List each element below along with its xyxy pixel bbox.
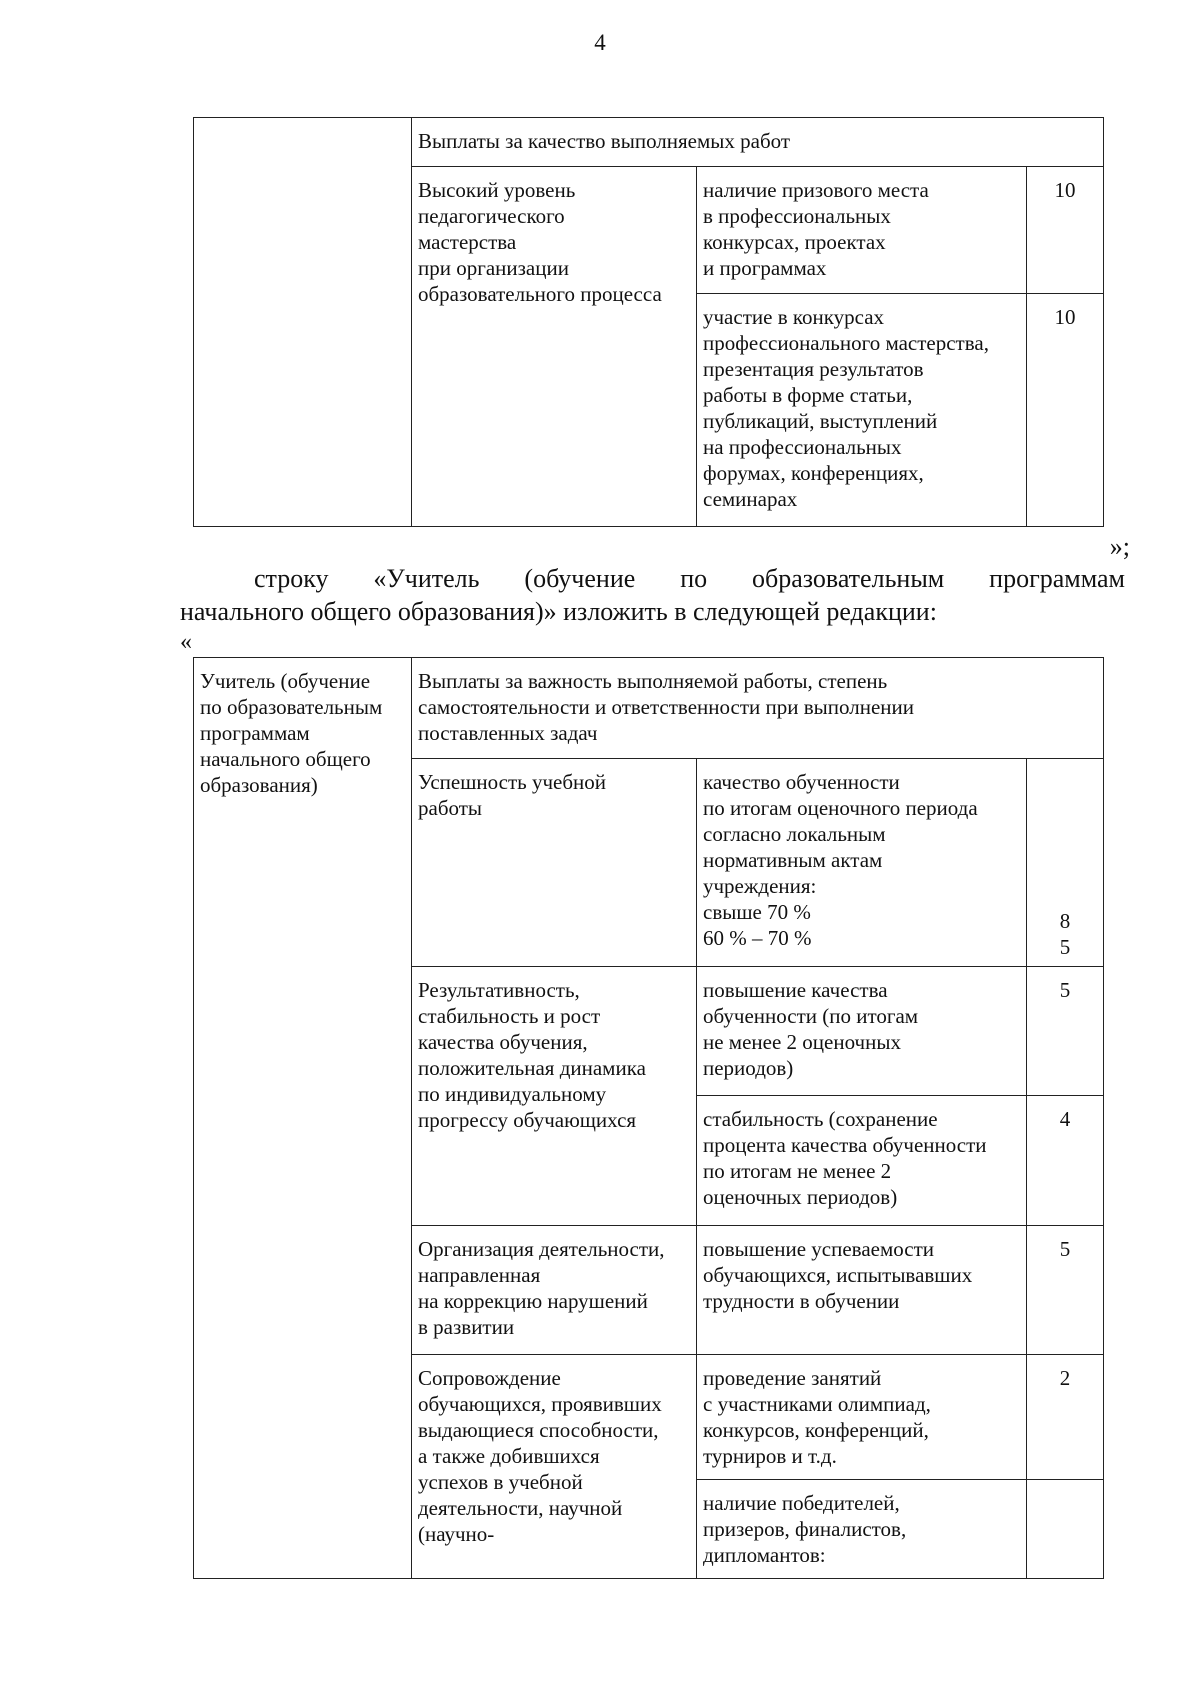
score-cell bbox=[1027, 1096, 1104, 1226]
criterion-text: Организация деятельности, направленная на коррекцию нарушений в развитии bbox=[418, 1237, 665, 1339]
score-cell bbox=[1027, 1355, 1104, 1480]
section-header-text: Выплаты за качество выполняемых работ bbox=[418, 129, 791, 153]
closing-quote: »; bbox=[1109, 532, 1130, 561]
score-value: 2 bbox=[1059, 1366, 1071, 1390]
score-cell bbox=[1027, 1480, 1104, 1579]
score-value: 8 5 bbox=[1059, 909, 1071, 959]
paragraph-line-2: начального общего образования)» изложить в следующей редакции: bbox=[180, 597, 937, 626]
section-header-quality bbox=[412, 118, 1104, 167]
indicator-text: стабильность (сохранение процента качества обученности по итогам не менее 2 оценочных периодов) bbox=[703, 1107, 987, 1209]
indicator-cell bbox=[697, 967, 1027, 1096]
indicator-cell bbox=[697, 1355, 1027, 1480]
score-value: 5 bbox=[1059, 1237, 1071, 1261]
score-cell bbox=[1027, 167, 1104, 294]
score-cell bbox=[1027, 294, 1104, 527]
position-cell-empty bbox=[194, 118, 412, 527]
indicator-text: участие в конкурсах профессионального мастерства, презентация результатов работы в форме статьи, публикаций, выступлений на профессиональных форумах, конференциях, семинарах bbox=[703, 305, 989, 511]
indicator-cell bbox=[697, 294, 1027, 527]
score-cell bbox=[1027, 967, 1104, 1096]
criterion-cell bbox=[412, 1226, 697, 1355]
score-value: 10 bbox=[1054, 178, 1076, 202]
indicator-text: наличие победителей, призеров, финалистов, дипломантов: bbox=[703, 1491, 907, 1567]
teacher-payments-table bbox=[193, 657, 1104, 1579]
position-text: Учитель (обучение по образовательным программам начального общего образования) bbox=[200, 669, 383, 797]
indicator-cell bbox=[697, 1226, 1027, 1355]
indicator-cell bbox=[697, 759, 1027, 967]
opening-quote: « bbox=[180, 629, 192, 655]
score-value bbox=[1027, 1480, 1103, 1496]
position-cell bbox=[194, 658, 412, 1579]
section-header-text: Выплаты за важность выполняемой работы, степень самостоятельности и ответственности при выполнении поставленных задач bbox=[418, 669, 914, 745]
score-cell bbox=[1027, 1226, 1104, 1355]
indicator-text: повышение успеваемости обучающихся, испытывавших трудности в обучении bbox=[703, 1237, 973, 1313]
criterion-cell bbox=[412, 1355, 697, 1579]
indicator-cell bbox=[697, 167, 1027, 294]
score-value: 4 bbox=[1059, 1107, 1071, 1131]
score-value: 5 bbox=[1059, 978, 1071, 1002]
indicator-text: проведение занятий с участниками олимпиад, конкурсов, конференций, турниров и т.д. bbox=[703, 1366, 931, 1468]
criterion-text: Результативность, стабильность и рост качества обучения, положительная динамика по индивидуальному прогрессу обучающихся bbox=[418, 978, 646, 1132]
criterion-text: Успешность учебной работы bbox=[418, 770, 607, 820]
score-value: 10 bbox=[1054, 305, 1076, 329]
indicator-cell bbox=[697, 1096, 1027, 1226]
paragraph-line-1: строку «Учитель (обучение по образовательным программам bbox=[254, 564, 1125, 593]
section-header-importance bbox=[412, 658, 1104, 759]
criterion-cell bbox=[412, 167, 697, 527]
payments-table-continued bbox=[193, 117, 1104, 527]
amendment-paragraph bbox=[180, 562, 1125, 628]
indicator-text: повышение качества обученности (по итогам не менее 2 оценочных периодов) bbox=[703, 978, 919, 1080]
score-cell bbox=[1027, 759, 1104, 967]
criterion-cell bbox=[412, 967, 697, 1226]
criterion-text: Сопровождение обучающихся, проявивших выдающиеся способности, а также добившихся успехов в учебной деятельности, научной (научно- bbox=[418, 1366, 662, 1546]
indicator-text: качество обученности по итогам оценочного периода согласно локальным нормативным актам учреждения: свыше 70 % 60 % – 70 % bbox=[703, 770, 978, 950]
indicator-text: наличие призового места в профессиональных конкурсах, проектах и программах bbox=[703, 178, 929, 280]
criterion-cell bbox=[412, 759, 697, 967]
criterion-text: Высокий уровень педагогического мастерства при организации образовательного процесса bbox=[418, 178, 662, 306]
indicator-cell bbox=[697, 1480, 1027, 1579]
page-number: 4 bbox=[594, 30, 606, 55]
